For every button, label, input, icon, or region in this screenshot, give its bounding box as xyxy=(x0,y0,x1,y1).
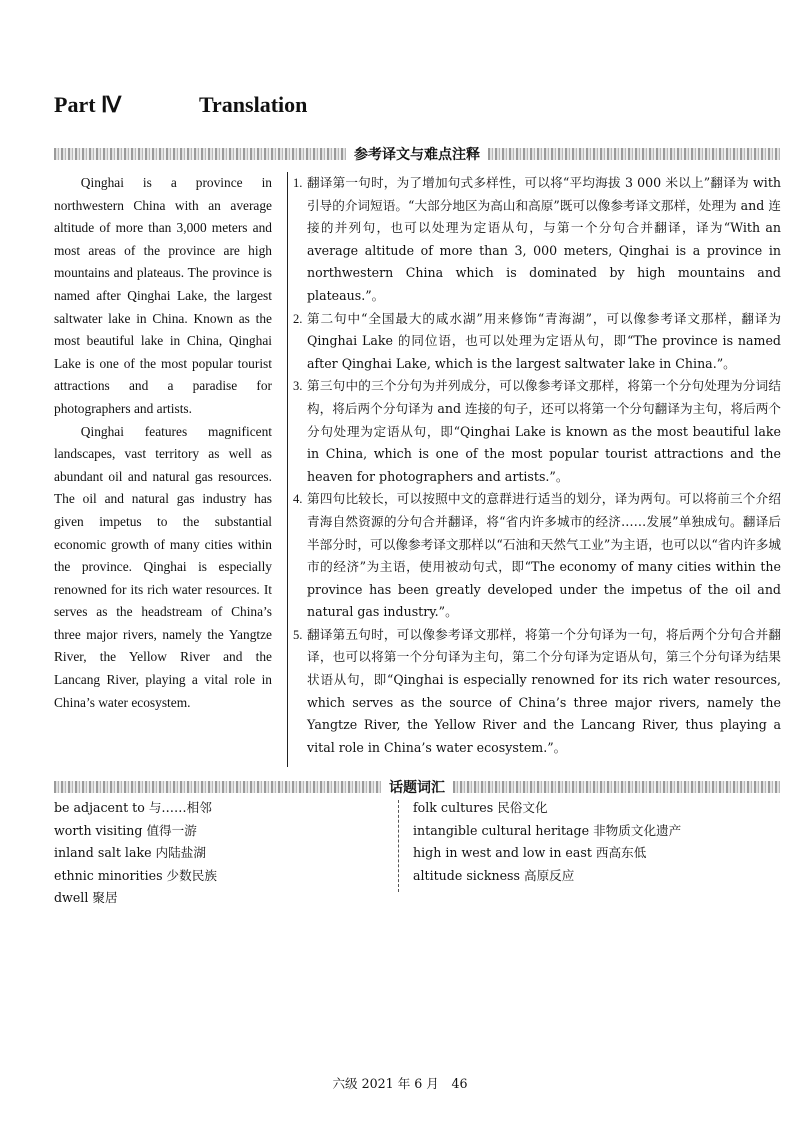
annotation-text: 翻译第五句时，可以像参考译文那样，将第一个分句译为一句，将后两个分句合并翻译，也可以将第一个分句译为主句，第二个分句译为定语从句，第三个分句译为结果状语从句，即“Qinghai is especially renowned for its rich water resources, which serves as the source of China’s three major rivers, namely the Yangtze River, the Yellow River and the Lancang River, thus playing a vital role in China’s water ecosystem.”。 xyxy=(307,626,781,755)
part-title: Translation xyxy=(199,92,308,117)
section-banner-label: 参考译文与难点注释 xyxy=(354,147,480,163)
annotation-number: 2. xyxy=(293,311,303,326)
vocab-item: inland salt lake 内陆盐湖 xyxy=(54,845,206,861)
annotation-number: 5. xyxy=(293,627,303,642)
banner-texture-left xyxy=(54,781,381,793)
part-number: Part Ⅳ xyxy=(54,92,122,117)
vocab-banner-label: 话题词汇 xyxy=(389,780,445,796)
annotation-item xyxy=(293,488,781,624)
vocab-item: dwell 聚居 xyxy=(54,890,118,906)
vocab-list-right xyxy=(413,797,773,887)
annotation-item xyxy=(293,172,781,308)
annotation-text: 第二句中“全国最大的咸水湖”用来修饰“青海湖”，可以像参考译文那样，翻译为 Qinghai Lake 的同位语，也可以处理为定语从句，即“The province is named after Qinghai Lake, which is the largest saltwater lake in China.”。 xyxy=(307,310,781,371)
vocab-item: folk cultures 民俗文化 xyxy=(413,800,548,815)
vocab-item: be adjacent to 与……相邻 xyxy=(54,800,212,815)
annotation-item xyxy=(293,624,781,760)
annotation-text: 翻译第一句时，为了增加句式多样性，可以将“平均海拔 3 000 米以上”翻译为 with 引导的介词短语。“大部分地区为高山和高原”既可以像参考译文那样，处理为 and 连接的并列句，也可以处理为定语从句，与第一个分句合并翻译，译为“With an average altitude of more than 3, 000 meters, Qinghai is a province in northwestern China which is dominated by high mountains and plateaus.”。 xyxy=(307,175,781,303)
annotation-text: 第四句比较长，可以按照中文的意群进行适当的划分，译为两句。可以将前三个介绍青海自然资源的分句合并翻译，将“省内许多城市的经济……发展”单独成句。翻译后半部分时，可以像参考译文那样以“石油和天然气工业”为主语，也可以以“省内许多城市的经济”为主语，使用被动句式，即“The economy of many cities within the province has been greatly developed under the impetus of the oil and natural gas industry.”。 xyxy=(307,491,781,620)
banner-texture-right xyxy=(453,781,780,793)
banner-texture-left xyxy=(54,148,346,160)
vocab-item: worth visiting 值得一游 xyxy=(54,822,197,838)
vocab-item: high in west and low in east 西高东低 xyxy=(413,845,647,861)
page-footer: 六级 2021 年 6 月 46 xyxy=(332,1076,468,1091)
annotation-number: 4. xyxy=(293,492,303,507)
column-divider xyxy=(287,172,288,767)
vocab-banner xyxy=(54,778,780,796)
annotation-item xyxy=(293,375,781,488)
reference-translation xyxy=(54,172,272,714)
vocab-divider xyxy=(398,800,399,892)
annotation-number: 1. xyxy=(293,176,303,190)
translation-paragraph: Qinghai is a province in northwestern China with an average altitude of more than 3,000 meters and most areas of the province are high mountains and plateaus. The province is named after Qinghai Lake, the largest saltwater lake in China. Known as the most beautiful lake in China, Qinghai Lake is one of the most popular tourist attractions and a paradise for photographers and artists. xyxy=(54,175,272,416)
vocab-item: ethnic minorities 少数民族 xyxy=(54,867,217,883)
annotation-item xyxy=(293,308,781,376)
vocab-item: intangible cultural heritage 非物质文化遗产 xyxy=(413,822,682,838)
section-banner xyxy=(54,145,780,163)
annotation-text: 第三句中的三个分句为并列成分，可以像参考译文那样，将第一个分句处理为分词结构，将后两个分句译为 and 连接的句子，还可以将第一个分句翻译为主句，将后两个分句处理为定语从句，即“Qinghai Lake is known as the most beautiful lake in China, which is one of the most popular tourist attractions and the heaven for photographers and artists.”。 xyxy=(307,378,781,484)
part-heading xyxy=(54,92,308,118)
banner-texture-right xyxy=(488,148,780,160)
translation-paragraph: Qinghai features magnificent landscapes, vast territory as well as abundant oil and natural gas resources. The oil and natural gas industry has given impetus to the substantial economic growth of many cities within the province. Qinghai is especially renowned for its rich water resources. It serves as the headstream of China’s three major rivers, namely the Yangtze River, the Yellow River and the Lancang River, playing a vital role in China’s water ecosystem. xyxy=(54,423,272,710)
annotation-number: 3. xyxy=(293,379,303,394)
vocab-item: altitude sickness 高原反应 xyxy=(413,867,575,883)
vocab-list-left xyxy=(54,797,384,910)
annotation-list xyxy=(293,172,781,759)
